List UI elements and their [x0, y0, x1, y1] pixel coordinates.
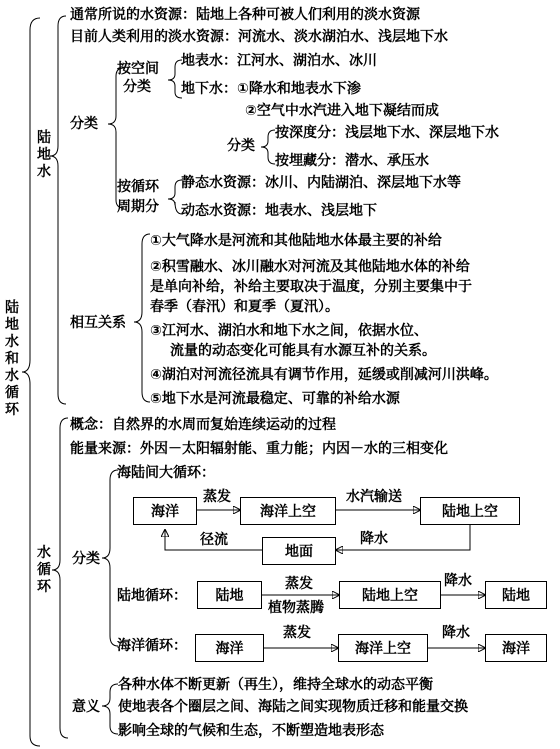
intro-water-resource: 通常所说的水资源：陆地上各种可被人们利用的淡水资源: [70, 7, 420, 23]
land-sky-box: 陆地上空: [339, 581, 441, 609]
land-precipitation-label: 降水: [444, 573, 472, 589]
ground-water-1: 地下水：①降水和地表水下渗: [181, 81, 361, 97]
depth-brace: [261, 130, 275, 164]
water-cycle-brace: [52, 418, 68, 738]
surface-water: 地表水：江河水、湖泊水、冰川: [181, 53, 377, 69]
by-depth: 按深度分：浅层地下水、深层地下水: [275, 125, 499, 141]
cycle-energy: 能量来源：外因－太阳辐射能、重力能；内因－水的三相变化: [70, 441, 448, 457]
significance-label: 意义: [72, 699, 100, 715]
ocean-start-box: 海洋: [195, 634, 264, 662]
relations-brace: [134, 234, 150, 402]
by-cycle-label-2: 周期分: [117, 199, 159, 215]
by-cycle-brace: [168, 180, 182, 214]
land-water-label: 陆地水: [37, 130, 51, 180]
by-space-brace: [168, 60, 182, 98]
water-cycle-label: 水循环: [37, 545, 51, 595]
land-cycle-title: 陆地循环：: [117, 588, 187, 604]
by-space-label-1: 按空间: [117, 61, 159, 77]
ground-water-2: ②空气中水汽进入地下凝结而成: [245, 103, 439, 119]
cycle-class-brace: [102, 470, 118, 646]
cycle-classification-label: 分类: [72, 551, 100, 567]
ocean-box: 海洋: [133, 497, 197, 525]
relation-item: 流量的动态变化可能具有水源互补的关系。: [170, 343, 436, 359]
vapor-transport-label: 水汽输送: [346, 489, 402, 505]
runoff-label: 径流: [200, 532, 228, 548]
ocean-sky-box: 海洋上空: [338, 634, 428, 662]
ground-sub-label: 分类: [227, 138, 255, 154]
relation-item: ②积雪融水、冰川融水对河流及其他陆地水体的补给: [150, 259, 470, 275]
by-burial: 按埋藏分：潜水、承压水: [275, 153, 429, 169]
intro-fresh-water: 目前人类利用的淡水资源：河流水、淡水湖泊水、浅层地下水: [70, 29, 448, 45]
sky-over-ocean-box: 海洋上空: [240, 497, 336, 525]
relation-item: 春季（春汛）和夏季（夏汛）。: [150, 299, 339, 315]
ground-box: 地面: [262, 537, 336, 565]
evaporation-label: 蒸发: [203, 489, 231, 505]
relations-label: 相互关系: [70, 315, 126, 331]
land-end-box: 陆地: [485, 581, 547, 609]
ocean-evaporation-label: 蒸发: [283, 625, 311, 641]
root-brace: [22, 18, 40, 746]
classification-label: 分类: [70, 116, 98, 132]
significance-item: 影响全球的气候和生态，不断塑造地表形态: [118, 723, 384, 739]
root-label: 陆地水和水循环: [5, 300, 19, 418]
static-water: 静态水资源：冰川、内陆湖泊、深层地下水等: [181, 175, 461, 191]
significance-brace: [102, 684, 118, 734]
land-box: 陆地: [197, 581, 262, 609]
cycle-concept: 概念：自然界的水周而复始连续运动的过程: [70, 417, 336, 433]
ocean-precipitation-label: 降水: [442, 625, 470, 641]
land-evaporation-label: 蒸发: [285, 576, 313, 592]
ocean-end-box: 海洋: [485, 634, 547, 662]
land-water-brace: [50, 16, 66, 404]
sky-over-land-box: 陆地上空: [420, 497, 520, 525]
relation-item: ①大气降水是河流和其他陆地水体最主要的补给: [150, 233, 442, 249]
significance-item: 使地表各个圈层之间、海陆之间实现物质迁移和能量交换: [118, 699, 468, 715]
precipitation-label: 降水: [360, 531, 388, 547]
relation-item: ④湖泊对河流径流具有调节作用，延缓或削减河川洪峰。: [150, 367, 498, 383]
relation-item: 是单向补给，补给主要取决于温度，分别主要集中于: [150, 279, 472, 295]
relation-item: ③江河水、湖泊水和地下水之间，依据水位、: [150, 323, 428, 339]
by-cycle-label-1: 按循环: [117, 179, 159, 195]
transpiration-label: 植物蒸腾: [268, 600, 324, 616]
sea-land-cycle-title: 海陆间大循环：: [117, 465, 215, 481]
ocean-cycle-title: 海洋循环：: [117, 638, 187, 654]
by-space-label-2: 分类: [123, 79, 151, 95]
relation-item: ⑤地下水是河流最稳定、可靠的补给水源: [150, 391, 400, 407]
significance-item: 各种水体不断更新（再生），维持全球水的动态平衡: [118, 677, 433, 693]
dynamic-water: 动态水资源：地表水、浅层地下: [181, 203, 377, 219]
